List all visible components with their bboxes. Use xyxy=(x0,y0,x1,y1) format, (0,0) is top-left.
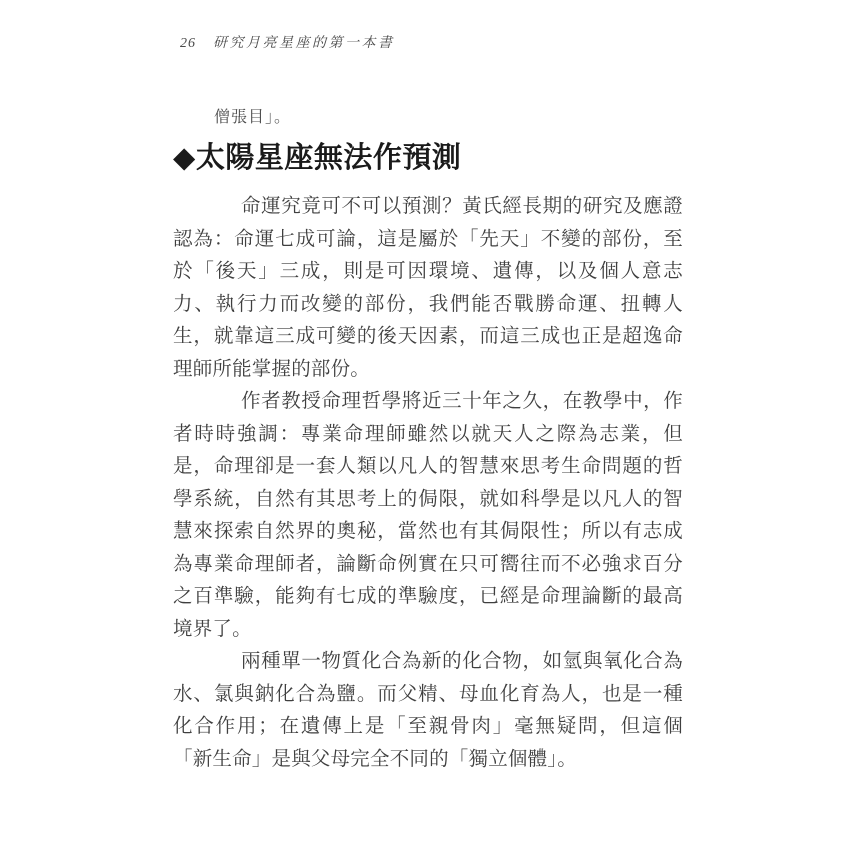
text-column xyxy=(173,96,683,776)
diamond-bullet-icon: ◆ xyxy=(173,142,196,174)
running-head xyxy=(180,32,395,52)
continuation-text: 僧張目」。 xyxy=(214,109,292,126)
paragraph: 兩種單一物質化合為新的化合物，如氫與氧化合為水、氯與鈉化合為鹽。而父精、母血化育為人，也是一種化合作用；在遺傳上是「至親骨肉」毫無疑問，但這個「新生命」是與父母完全不同的「獨立個體」。 xyxy=(173,651,683,770)
page-number: 26 xyxy=(180,36,196,51)
section-heading-text: 太陽星座無法作預測 xyxy=(195,142,462,174)
paragraph: 作者教授命理哲學將近三十年之久，在教學中，作者時時強調：專業命理師雖然以就天人之際為志業，但是，命理卻是一套人類以凡人的智慧來思考生命問題的哲學系統，自然有其思考上的侷限，就如科學是以凡人的智慧來探索自然界的奧秘，當然也有其侷限性；所以有志成為專業命理師者，論斷命例實在只可嚮往而不必強求百分之百準驗，能夠有七成的準驗度，已經是命理論斷的最高境界了。 xyxy=(173,391,683,640)
paragraph: 命運究竟可不可以預測？黃氏經長期的研究及應證認為：命運七成可論，這是屬於「先天」不變的部份，至於「後天」三成，則是可因環境、遺傳，以及個人意志力、執行力而改變的部份，我們能否戰勝命運、扭轉人生，就靠這三成可變的後天因素，而這三成也正是超逸命理師所能掌握的部份。 xyxy=(173,196,683,380)
book-title: 研究月亮星座的第一本書 xyxy=(213,36,395,51)
section-heading xyxy=(173,138,683,178)
